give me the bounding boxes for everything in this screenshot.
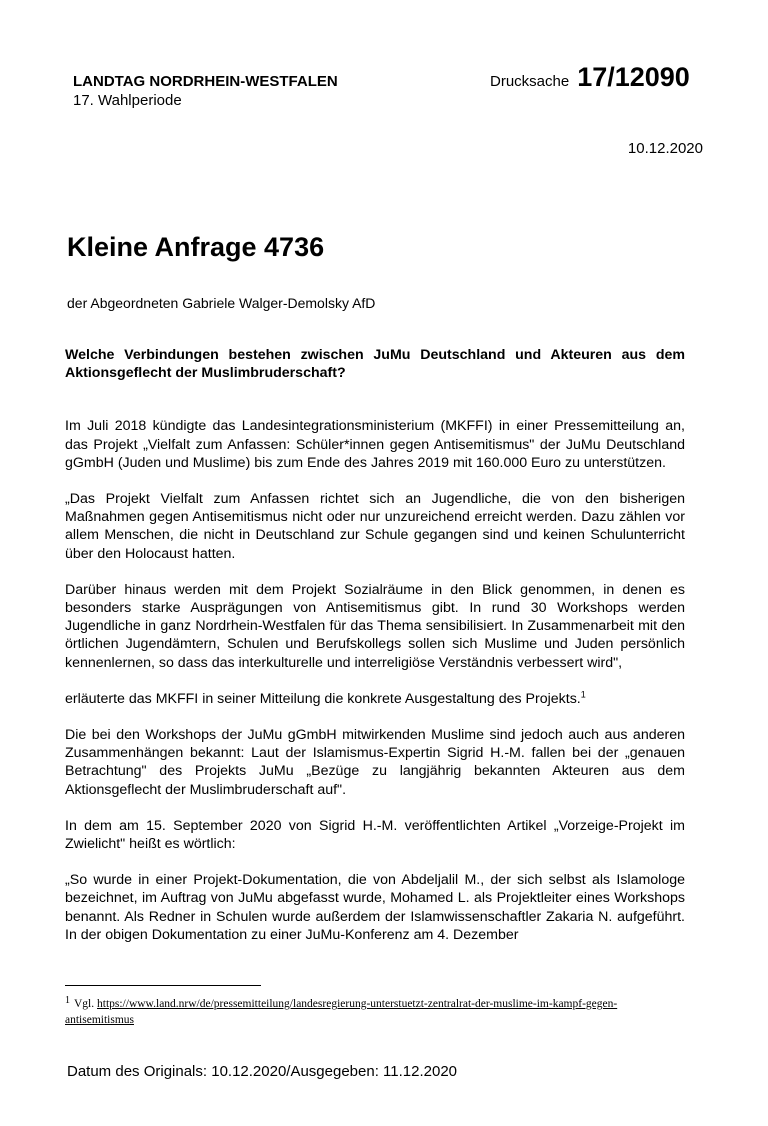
footnote [65,993,685,1028]
question-heading: Welche Verbindungen bestehen zwischen JuMu Deutschland und Akteuren aus dem Aktionsgeflecht der Muslimbruderschaft? [65,347,685,382]
drucksache-label: Drucksache [490,73,570,90]
paragraph-6: In dem am 15. September 2020 von Sigrid H.-M. veröffentlichten Artikel „Vorzeige-Projekt im Zwielicht" heißt es wörtlich: [65,817,685,853]
footnote-prefix: Vgl. [74,998,95,1010]
document-date: 10.12.2020 [627,140,703,157]
paragraph-4-text: erläuterte das MKFFI in seiner Mitteilung die konkrete Ausgestaltung des Projekts. [65,690,581,707]
footnote-number: 1 [65,995,70,1006]
footer-dates: Datum des Originals: 10.12.2020/Ausgegeben: 11.12.2020 [67,1063,457,1080]
paragraph-2: „Das Projekt Vielfalt zum Anfassen richtet sich an Jugendliche, die von den bisherigen Maßnahmen gegen Antisemitismus nicht oder nur unzureichend erreicht werden. Dazu zählen vor allem Menschen, die nicht in Deutschland zur Schule gegangen sind und keinen Schulunterricht über den Holocaust hatten. [65,491,685,562]
drucksache-number: 17/12090 [577,62,690,92]
drucksache-block [490,62,690,93]
author-line: der Abgeordneten Gabriele Walger-Demolsky AfD [67,295,376,311]
paragraph-5: Die bei den Workshops der JuMu gGmbH mitwirkenden Muslime sind jedoch auch aus anderen Zusammenhängen bekannt: Laut der Islamismus-Expertin Sigrid H.-M. fallen bei der „genauen Betrachtung" des Projekts JuMu „Bezüge zu langjährig bekannten Akteuren aus dem Aktionsgeflecht der Muslimbruderschaft auf". [65,727,685,798]
footnote-link[interactable]: https://www.land.nrw/de/pressemitteilung/landesregierung-unterstuetzt-zentralrat-der-muslime-im-kampf-gegen-antisemitismus [65,998,618,1026]
header-left [73,72,338,110]
legislative-period: 17. Wahlperiode [73,92,182,109]
paragraph-7: „So wurde in einer Projekt-Dokumentation, die von Abdeljalil M., der sich selbst als Islamologe bezeichnet, im Auftrag von JuMu abgefasst wurde, Mohamed L. als Projektleiter eines Workshops benannt. Als Redner in Schulen wurde außerdem der Islamwissenschaftler Zakaria N. aufgeführt. In der obigen Dokumentation zu einer JuMu-Konferenz am 4. Dezember [65,872,685,943]
paragraph-3: Darüber hinaus werden mit dem Projekt Sozialräume in den Blick genommen, in denen es besonders starke Ausprägungen von Antisemitismus gibt. In rund 30 Workshops werden Jugendliche in ganz Nordrhein-Westfalen für das Thema sensibilisiert. In Zusammenarbeit mit den örtlichen Jugendämtern, Schulen und Berufskollegs sollen sich Muslime und Juden persönlich kennenlernen, so dass das interkulturelle und interreligiöse Verständnis verbessert wird", [65,581,685,671]
page-title: Kleine Anfrage 4736 [67,232,325,262]
footnote-divider [65,985,261,986]
paragraph-4 [65,690,685,708]
footnote-ref[interactable]: 1 [580,689,586,700]
paragraph-1: Im Juli 2018 kündigte das Landesintegrationsministerium (MKFFI) in einer Pressemitteilung an, das Projekt „Vielfalt zum Anfassen: Schüler*innen gegen Antisemitismus" der JuMu Deutschland gGmbH (Juden und Muslime) bis zum Ende des Jahres 2019 mit 160.000 Euro zu unterstützen. [65,418,685,471]
document-body [65,346,685,962]
institution-name: LANDTAG NORDRHEIN-WESTFALEN [73,73,338,90]
